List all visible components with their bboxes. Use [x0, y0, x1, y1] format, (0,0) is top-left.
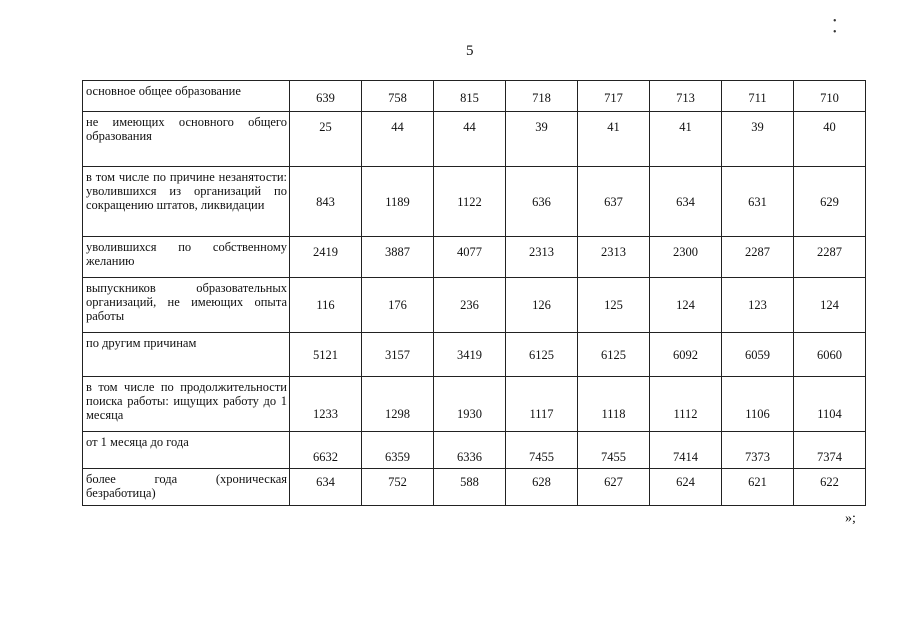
- table-cell: 758: [362, 81, 434, 112]
- table-cell: 1298: [362, 377, 434, 432]
- row-label: в том числе по продолжительности поиска работы: ищущих работу до 1 месяца: [83, 377, 290, 432]
- table-cell: 627: [578, 469, 650, 506]
- table-cell: 1118: [578, 377, 650, 432]
- table-cell: 634: [650, 167, 722, 237]
- table-row: [83, 333, 866, 377]
- table-cell: 7374: [794, 432, 866, 469]
- table-cell: 624: [650, 469, 722, 506]
- table-cell: 39: [722, 112, 794, 167]
- table-cell: 125: [578, 278, 650, 333]
- table-row: [83, 112, 866, 167]
- table-cell: 116: [290, 278, 362, 333]
- table-cell: 2419: [290, 237, 362, 278]
- table-cell: 710: [794, 81, 866, 112]
- page-number: 5: [466, 43, 474, 59]
- table-cell: 6092: [650, 333, 722, 377]
- table-cell: 711: [722, 81, 794, 112]
- table-cell: 1104: [794, 377, 866, 432]
- table-row: [83, 81, 866, 112]
- table-row: [83, 432, 866, 469]
- table-cell: 3419: [434, 333, 506, 377]
- table-cell: 2287: [722, 237, 794, 278]
- table-cell: 1117: [506, 377, 578, 432]
- table-cell: 41: [650, 112, 722, 167]
- row-label: по другим причинам: [83, 333, 290, 377]
- table-cell: 6359: [362, 432, 434, 469]
- table-cell: 6336: [434, 432, 506, 469]
- table-cell: 1189: [362, 167, 434, 237]
- table-cell: 4077: [434, 237, 506, 278]
- table-cell: 1112: [650, 377, 722, 432]
- table-cell: 6059: [722, 333, 794, 377]
- table-cell: 126: [506, 278, 578, 333]
- table-cell: 44: [434, 112, 506, 167]
- row-label: не имеющих основного общего образования: [83, 112, 290, 167]
- table-cell: 124: [650, 278, 722, 333]
- table-cell: 5121: [290, 333, 362, 377]
- table-cell: 39: [506, 112, 578, 167]
- table-cell: 1106: [722, 377, 794, 432]
- table-cell: 3887: [362, 237, 434, 278]
- table-cell: 631: [722, 167, 794, 237]
- table-row: [83, 167, 866, 237]
- table-cell: 2313: [506, 237, 578, 278]
- table-cell: 2300: [650, 237, 722, 278]
- table-cell: 6632: [290, 432, 362, 469]
- statistics-table: [82, 80, 866, 506]
- table-cell: 7414: [650, 432, 722, 469]
- row-label: от 1 месяца до года: [83, 432, 290, 469]
- table-row: [83, 278, 866, 333]
- table-cell: 588: [434, 469, 506, 506]
- row-label: выпускников образовательных организаций, не имеющих опыта работы: [83, 278, 290, 333]
- table-cell: 717: [578, 81, 650, 112]
- table-cell: 1122: [434, 167, 506, 237]
- table-cell: 2287: [794, 237, 866, 278]
- row-label: уволившихся по собственному желанию: [83, 237, 290, 278]
- table-cell: 2313: [578, 237, 650, 278]
- table-cell: 6125: [578, 333, 650, 377]
- closing-quote: »;: [845, 511, 856, 526]
- table-cell: 752: [362, 469, 434, 506]
- table-cell: 123: [722, 278, 794, 333]
- table-cell: 636: [506, 167, 578, 237]
- table-cell: 40: [794, 112, 866, 167]
- table-cell: 7455: [578, 432, 650, 469]
- table-row: [83, 469, 866, 506]
- table-cell: 637: [578, 167, 650, 237]
- table-cell: 628: [506, 469, 578, 506]
- table-cell: 124: [794, 278, 866, 333]
- table-cell: 7455: [506, 432, 578, 469]
- table-cell: 815: [434, 81, 506, 112]
- table-cell: 44: [362, 112, 434, 167]
- table-cell: 41: [578, 112, 650, 167]
- row-label: в том числе по причине незанятости: уволившихся из организаций по сокращению штатов, ликвидации: [83, 167, 290, 237]
- table-cell: 6060: [794, 333, 866, 377]
- table-cell: 236: [434, 278, 506, 333]
- table-row: [83, 377, 866, 432]
- table-cell: 1930: [434, 377, 506, 432]
- table-cell: 622: [794, 469, 866, 506]
- table-cell: 7373: [722, 432, 794, 469]
- table-cell: 3157: [362, 333, 434, 377]
- table-cell: 713: [650, 81, 722, 112]
- table-cell: 634: [290, 469, 362, 506]
- table-cell: 621: [722, 469, 794, 506]
- scan-marks: • •: [833, 16, 867, 38]
- row-label: основное общее образование: [83, 81, 290, 112]
- table-cell: 6125: [506, 333, 578, 377]
- table-cell: 639: [290, 81, 362, 112]
- table-cell: 843: [290, 167, 362, 237]
- table-cell: 629: [794, 167, 866, 237]
- table-cell: 176: [362, 278, 434, 333]
- row-label: более года (хроническая безработица): [83, 469, 290, 506]
- table-cell: 1233: [290, 377, 362, 432]
- table-row: [83, 237, 866, 278]
- table-cell: 25: [290, 112, 362, 167]
- table-cell: 718: [506, 81, 578, 112]
